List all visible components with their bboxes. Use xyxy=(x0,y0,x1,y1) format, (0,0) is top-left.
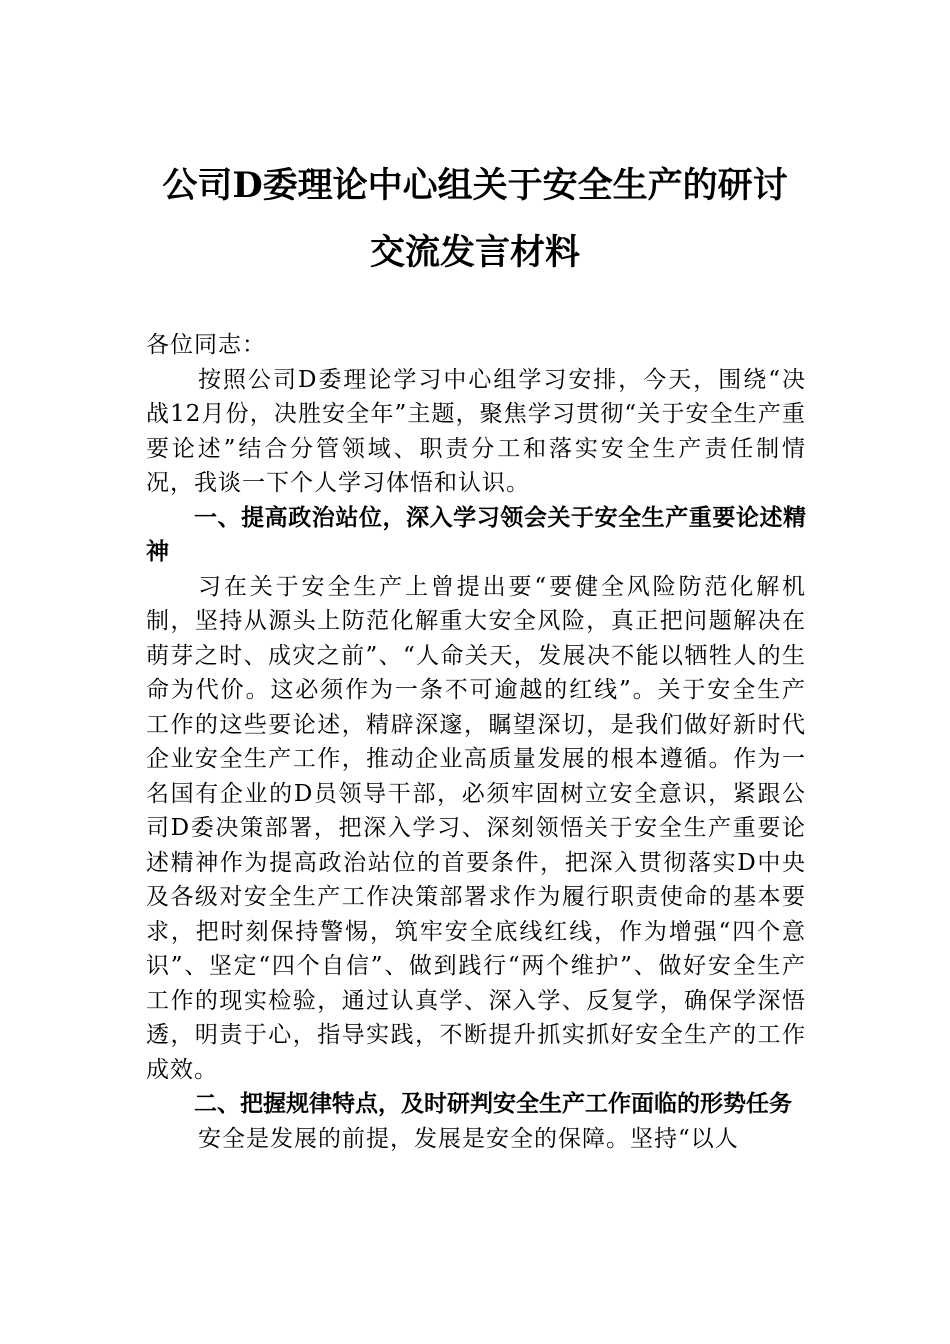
section-2-heading: 二、把握规律特点，及时研判安全生产工作面临的形势任务 xyxy=(194,1091,792,1117)
section-1-heading: 一、提高政治站位，深入学习领会关于安全生产重要论述精神 xyxy=(146,504,806,565)
document-title-line-1: 公司D委理论中心组关于安全生产的研讨 xyxy=(162,165,788,206)
section-2-body: 安全是发展的前提，发展是安全的保障。坚持“以人 xyxy=(198,1125,739,1152)
salutation: 各位同志： xyxy=(146,332,266,358)
document-body xyxy=(146,328,806,1156)
document-title-line-2: 交流发言材料 xyxy=(369,232,580,273)
section-1-body: 习在关于安全生产上曾提出要“要健全风险防范化解机制，坚持从源头上防范化解重大安全风险，真正把问题解决在萌芽之时、成灾之前”、“人命关天，发展决不能以牺牲人的生命为代价。这必须作为一条不可逾越的红线”。关于安全生产工作的这些要论述，精辟深邃，瞩望深切，是我们做好新时代企业安全生产工作，推动企业高质量发展的根本遵循。作为一名国有企业的D员领导干部，必须牢固树立安全意识，紧跟公司D委决策部署，把深入学习、深刻领悟关于安全生产重要论述精神作为提高政治站位的首要条件，把深入贯彻落实D中央及各级对安全生产工作决策部署求作为履行职责使命的基本要求，把时刻保持警惕，筑牢安全底线红线，作为增强“四个意识”、坚定“四个自信”、做到践行“两个维护”、做好安全生产工作的现实检验，通过认真学、深入学、反复学，确保学深悟透，明责于心，指导实践，不断提升抓实抓好安全生产的工作成效。 xyxy=(146,573,806,1083)
intro-paragraph: 按照公司D委理论学习中心组学习安排，今天，围绕“决战12月份，决胜安全年”主题，聚焦学习贯彻“关于安全生产重要论述”结合分管领域、职责分工和落实安全生产责任制情况，我谈一下个人学习体悟和认识。 xyxy=(146,366,806,496)
